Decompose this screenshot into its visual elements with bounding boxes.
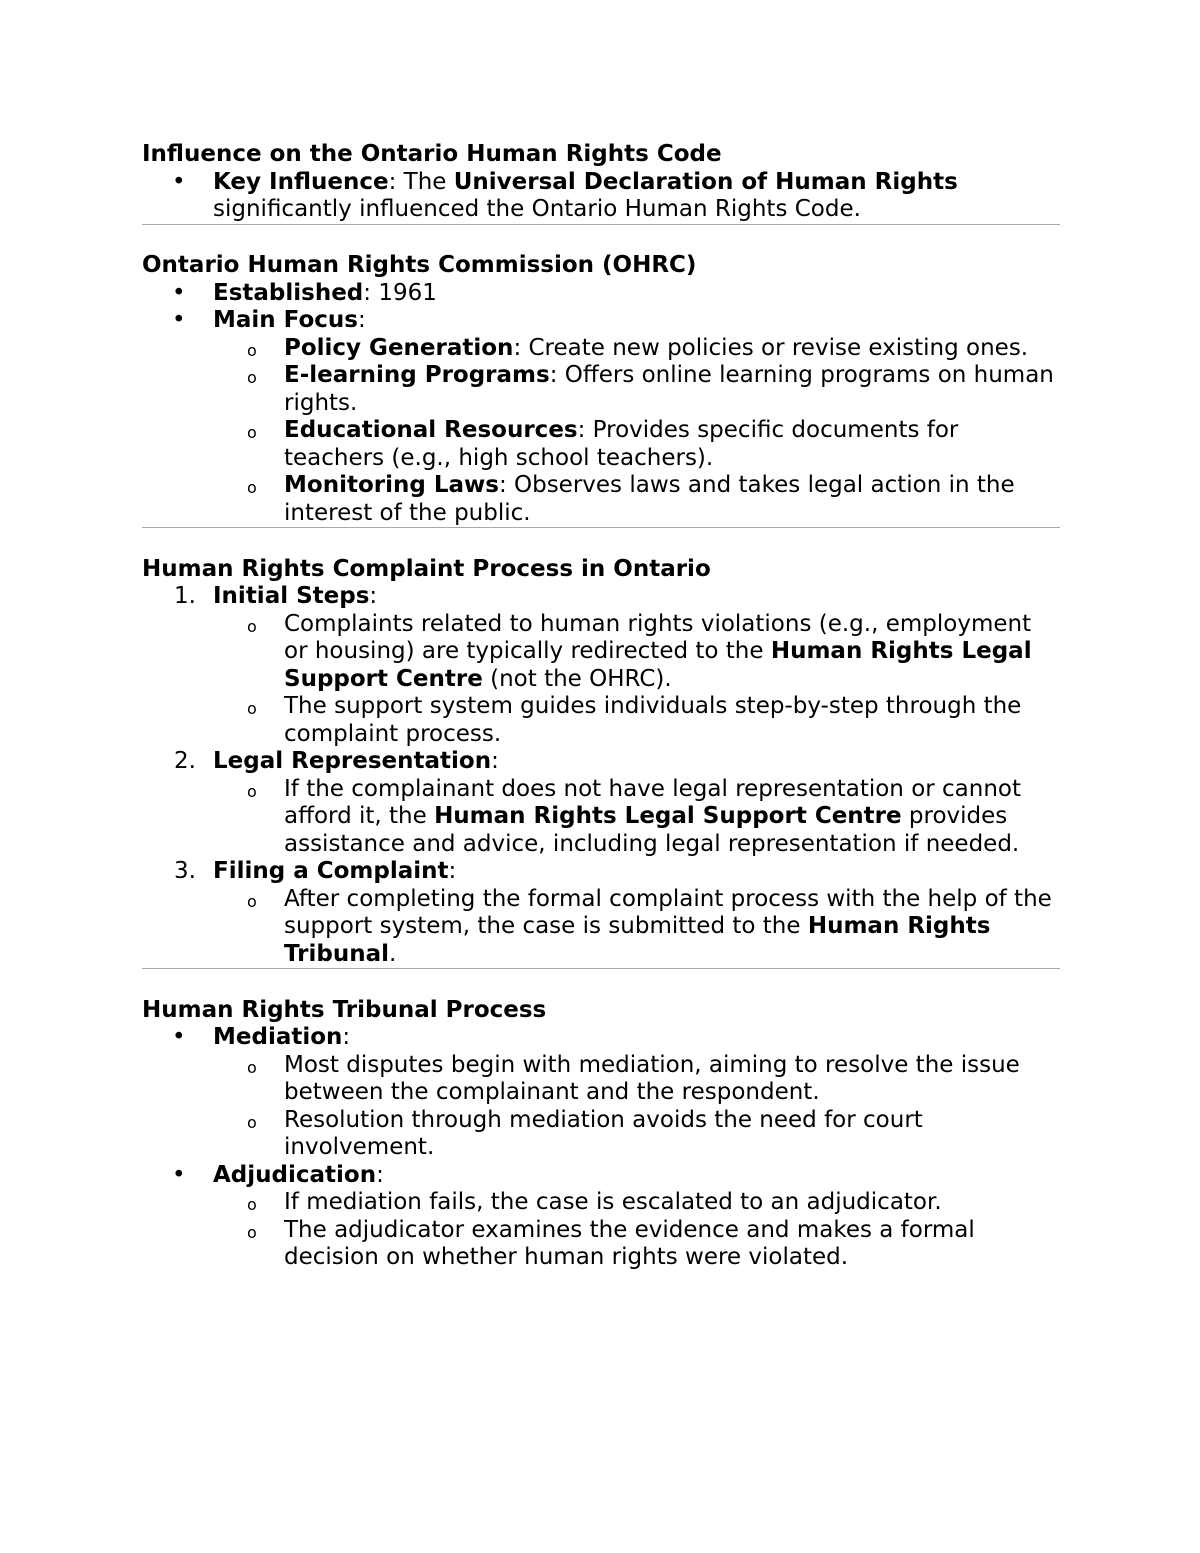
focus-item-label: Educational Resources	[284, 417, 578, 443]
step-sublist	[213, 776, 1060, 859]
mediation-sublist	[213, 1052, 1060, 1162]
section-title-tribunal: Human Rights Tribunal Process	[142, 996, 547, 1023]
document-body	[142, 141, 1060, 1272]
step-label: Initial Steps	[213, 583, 370, 609]
sub-bullet-marker: o	[247, 891, 257, 911]
adjudication-item-text: The adjudicator examines the evidence and makes a formal decision on whether human rights were violated.	[284, 1216, 975, 1270]
sub-bullet-marker: o	[247, 478, 257, 497]
colon: :	[491, 748, 499, 774]
sub-bullet-marker: o	[247, 616, 257, 636]
tribunal-list	[142, 1024, 1060, 1272]
key-influence-text-rest: significantly influenced the Ontario Human Rights Code.	[213, 196, 861, 222]
list-item	[142, 169, 1060, 224]
step-number: 2.	[174, 748, 196, 774]
list-item	[142, 307, 1060, 527]
adjudication-label: Adjudication	[213, 1161, 377, 1188]
sub-list-item	[142, 417, 1060, 472]
list-item	[142, 583, 1060, 748]
list-item	[142, 858, 1060, 968]
sub-bullet-marker: o	[247, 340, 257, 360]
sub-list-item	[142, 362, 1060, 417]
focus-item-text: : Observes laws and takes legal action in the interest of the public.	[284, 472, 1015, 526]
sub-bullet-marker: o	[247, 699, 257, 718]
sub-list-item	[142, 1052, 1060, 1107]
sub-bullet-marker: o	[247, 1222, 257, 1242]
hrlsc-term: Human Rights Legal Support Centre	[434, 803, 902, 829]
colon: :	[357, 307, 366, 333]
colon: :	[448, 858, 457, 884]
focus-item-text: : Create new policies or revise existing ones.	[513, 334, 1029, 361]
adjudication-item-text: If mediation fails, the case is escalated to an adjudicator.	[284, 1189, 942, 1215]
list-item	[142, 748, 1060, 858]
established-label: Established	[213, 279, 364, 306]
list-item	[142, 280, 1060, 308]
bullet-marker: •	[172, 307, 186, 333]
step-item-text-rest: .	[389, 940, 397, 967]
bullet-marker: •	[172, 1161, 186, 1188]
sub-list-item	[142, 1189, 1060, 1217]
sub-bullet-marker: o	[247, 1195, 257, 1214]
colon: :	[342, 1024, 351, 1050]
bullet-marker: •	[172, 1024, 186, 1050]
focus-sublist	[213, 335, 1060, 528]
focus-item-label: Policy Generation	[284, 334, 514, 361]
ohrc-list	[142, 280, 1060, 528]
key-influence-text: : The	[388, 168, 454, 195]
section-title-ohrc: Ontario Human Rights Commission (OHRC)	[142, 252, 697, 278]
sub-bullet-marker: o	[247, 1057, 257, 1077]
step-item-text: If the complainant does not have legal representation or cannot afford it, the	[284, 775, 1022, 829]
step-item-text: After completing the formal complaint process with the help of the support system, the case is submitted to the	[284, 885, 1052, 939]
udhr-term: Universal Declaration of Human Rights	[453, 168, 958, 195]
section-title-complaint: Human Rights Complaint Process in Ontario	[142, 555, 711, 582]
sub-list-item	[142, 1107, 1060, 1162]
complaint-steps-list	[142, 583, 1060, 968]
step-item-text-rest: (not the OHRC).	[482, 665, 672, 692]
bullet-marker: •	[172, 168, 186, 195]
mediation-item-text: Resolution through mediation avoids the need for court involvement.	[284, 1106, 923, 1160]
focus-item-label: Monitoring Laws	[284, 472, 499, 498]
step-number: 1.	[174, 583, 196, 609]
step-label: Legal Representation	[213, 748, 492, 774]
focus-item-text: : Offers online learning programs on human rights.	[284, 362, 1054, 416]
main-focus-label: Main Focus	[213, 307, 358, 333]
sub-bullet-marker: o	[247, 423, 257, 442]
step-label: Filing a Complaint	[213, 858, 449, 884]
focus-item-label: E-learning Programs	[284, 362, 550, 388]
step-item-text: Complaints related to human rights violations (e.g., employment or housing) are typically redirected to the	[284, 610, 1032, 664]
mediation-item-text: Most disputes begin with mediation, aiming to resolve the issue between the complainant and the respondent.	[284, 1051, 1020, 1105]
spacer	[142, 528, 1060, 556]
sub-list-item	[142, 776, 1060, 859]
step-sublist	[213, 611, 1060, 749]
sub-list-item	[142, 693, 1060, 748]
hrlsc-term: Human Rights Legal Support Centre	[284, 638, 1032, 692]
mediation-label: Mediation	[213, 1024, 343, 1050]
list-item	[142, 1024, 1060, 1162]
step-item-text: The support system guides individuals step-by-step through the complaint process.	[284, 693, 1022, 747]
spacer	[142, 969, 1060, 997]
step-sublist	[213, 886, 1060, 969]
list-item	[142, 1162, 1060, 1272]
step-item-text-rest: provides assistance and advice, including legal representation if needed.	[284, 803, 1020, 857]
key-influence-label: Key Influence	[213, 168, 389, 195]
tribunal-term: Human Rights Tribunal	[284, 913, 991, 967]
established-value: : 1961	[363, 279, 437, 306]
sub-bullet-marker: o	[247, 781, 257, 801]
sub-list-item	[142, 886, 1060, 969]
colon: :	[369, 583, 378, 609]
focus-item-text: : Provides specific documents for teachers (e.g., high school teachers).	[284, 417, 959, 471]
sub-list-item	[142, 335, 1060, 363]
colon: :	[376, 1161, 384, 1188]
step-number: 3.	[174, 858, 196, 884]
sub-list-item	[142, 611, 1060, 694]
spacer	[142, 225, 1060, 253]
section-title-influence: Influence on the Ontario Human Rights Code	[142, 141, 722, 167]
sub-bullet-marker: o	[247, 1112, 257, 1132]
sub-bullet-marker: o	[247, 368, 257, 387]
sub-list-item	[142, 472, 1060, 527]
adjudication-sublist	[213, 1189, 1060, 1272]
sub-list-item	[142, 1217, 1060, 1272]
influence-list	[142, 169, 1060, 224]
bullet-marker: •	[172, 279, 186, 306]
